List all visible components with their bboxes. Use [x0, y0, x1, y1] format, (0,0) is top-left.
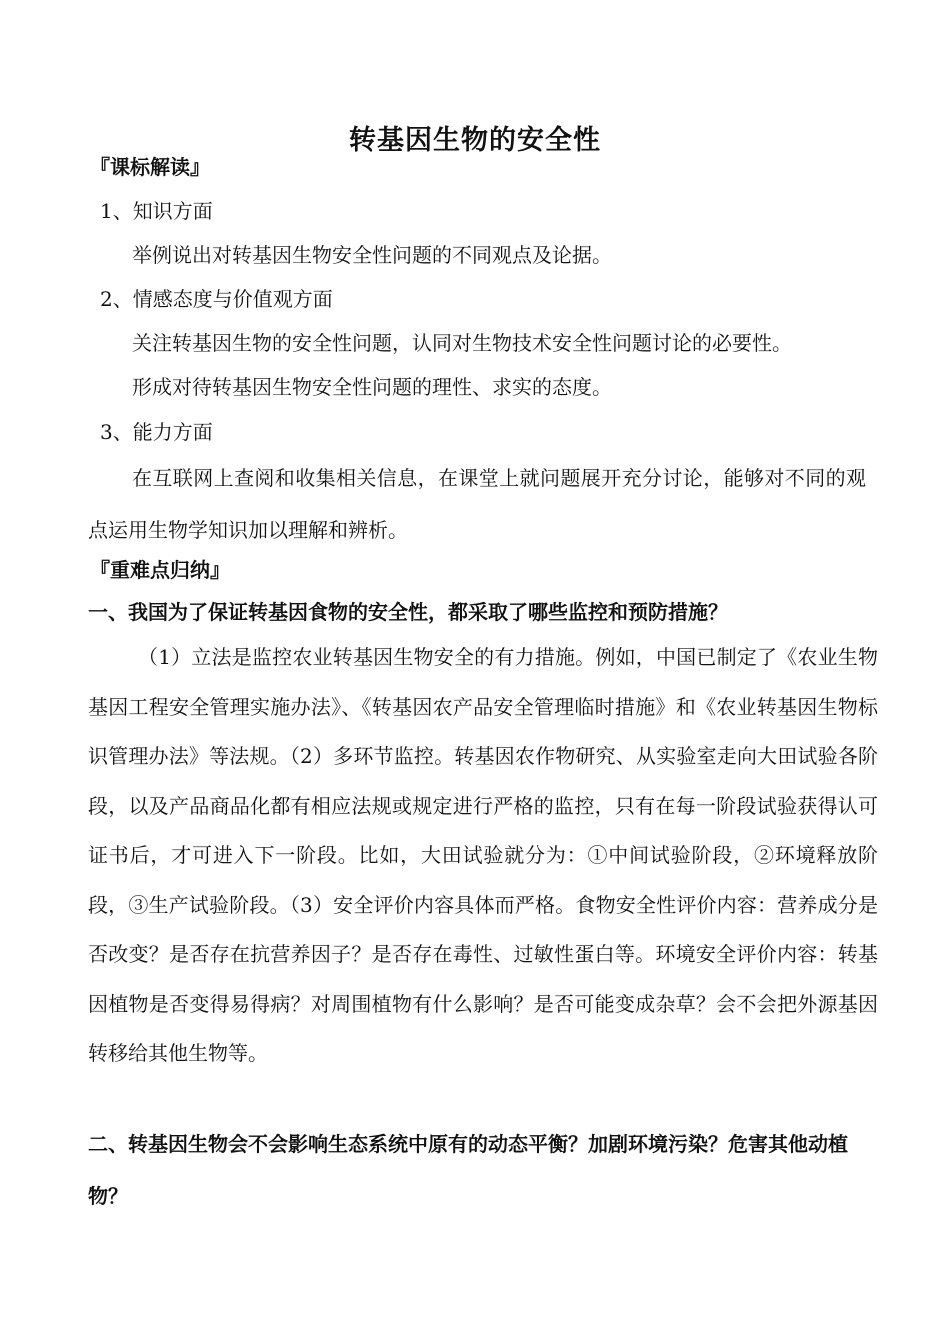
item1-text: 举例说出对转基因生物安全性问题的不同观点及论据。 — [132, 243, 612, 267]
document-title: 转基因生物的安全性 — [349, 125, 601, 156]
question1-heading: 一、我国为了保证转基因食物的安全性，都采取了哪些监控和预防措施？ — [88, 600, 728, 624]
question1-paragraph: （1）立法是监控农业转基因生物安全的有力措施。例如，中国已制定了《农业生物基因工程安全管理实施办法》、《转基因农产品安全管理临时措施》和《农业转基因生物标识管理办法》等法规。（2）多环节监控。转基因农作物研究、从实验室走向大田试验各阶段，以及产品商品化都有相应法规或规定进行严格的监控，只有在每一阶段试验获得认可证书后，才可进入下一阶段。比如，大田试验就分为：①中间试验阶段，②环境释放阶段，③生产试验阶段。（3）安全评价内容具体而严格。食物安全性评价内容：营养成分是否改变？是否存在抗营养因子？是否存在毒性、过敏性蛋白等。环境安全评价内容：转基因植物是否变得易得病？对周围植物有什么影响？是否可能变成杂草？会不会把外源基因转移给其他生物等。 — [88, 645, 878, 1065]
question2-heading: 二、转基因生物会不会影响生态系统中原有的动态平衡？加剧环境污染？危害其他动植物？ — [88, 1132, 848, 1208]
item2-heading: 2、情感态度与价值观方面 — [100, 287, 333, 311]
section-header-curriculum: 『课标解读』 — [90, 155, 210, 179]
item2-text-2: 形成对待转基因生物安全性问题的理性、求实的态度。 — [132, 375, 612, 399]
item3-heading: 3、能力方面 — [100, 420, 213, 444]
item3-text: 在互联网上查阅和收集相关信息，在课堂上就问题展开充分讨论，能够对不同的观点运用生物学知识加以理解和辨析。 — [88, 466, 866, 542]
item2-text-1: 关注转基因生物的安全性问题，认同对生物技术安全性问题讨论的必要性。 — [132, 331, 792, 355]
section-header-key-points: 『重难点归纳』 — [90, 558, 230, 582]
item1-heading: 1、知识方面 — [100, 199, 213, 223]
